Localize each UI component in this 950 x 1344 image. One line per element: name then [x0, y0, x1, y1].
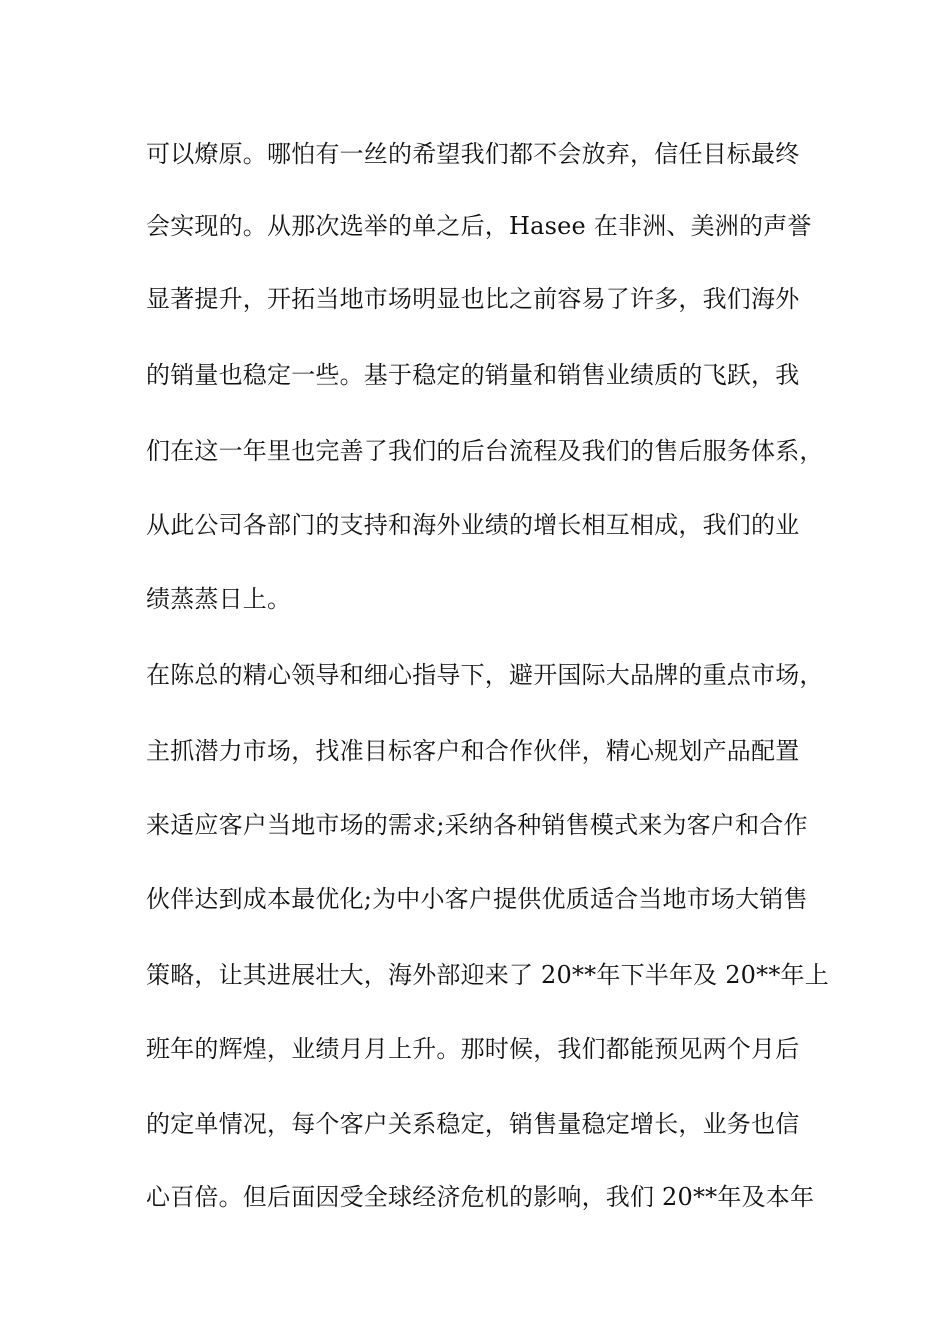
text-line: 主抓潜力市场，找准目标客户和合作伙伴，精心规划产品配置 — [146, 737, 800, 765]
text-line: 的销量也稳定一些。基于稳定的销量和销售业绩质的飞跃，我 — [146, 361, 800, 389]
text-line: 策略，让其进展壮大，海外部迎来了 20**年下半年及 20**年上 — [146, 961, 829, 989]
text-line: 显著提升，开拓当地市场明显也比之前容易了许多，我们海外 — [146, 285, 800, 313]
text-line: 们在这一年里也完善了我们的后台流程及我们的售后服务体系， — [146, 437, 824, 465]
text-line: 可以燎原。哪怕有一丝的希望我们都不会放弃，信任目标最终 — [146, 140, 800, 168]
text-line: 在陈总的精心领导和细心指导下，避开国际大品牌的重点市场， — [146, 661, 824, 689]
text-line: 绩蒸蒸日上。 — [146, 585, 292, 613]
text-line: 心百倍。但后面因受全球经济危机的影响，我们 20**年及本年 — [146, 1183, 815, 1211]
text-line: 从此公司各部门的支持和海外业绩的增长相互相成，我们的业 — [146, 511, 800, 539]
text-line: 来适应客户当地市场的需求;采纳各种销售模式来为客户和合作 — [146, 811, 808, 839]
text-line: 班年的辉煌，业绩月月上升。那时候，我们都能预见两个月后 — [146, 1035, 800, 1063]
text-line: 会实现的。从那次选举的单之后，Hasee 在非洲、美洲的声誉 — [146, 212, 812, 240]
text-line: 的定单情况，每个客户关系稳定，销售量稳定增长，业务也信 — [146, 1110, 800, 1138]
text-line: 伙伴达到成本最优化;为中小客户提供优质适合当地市场大销售 — [146, 885, 808, 913]
